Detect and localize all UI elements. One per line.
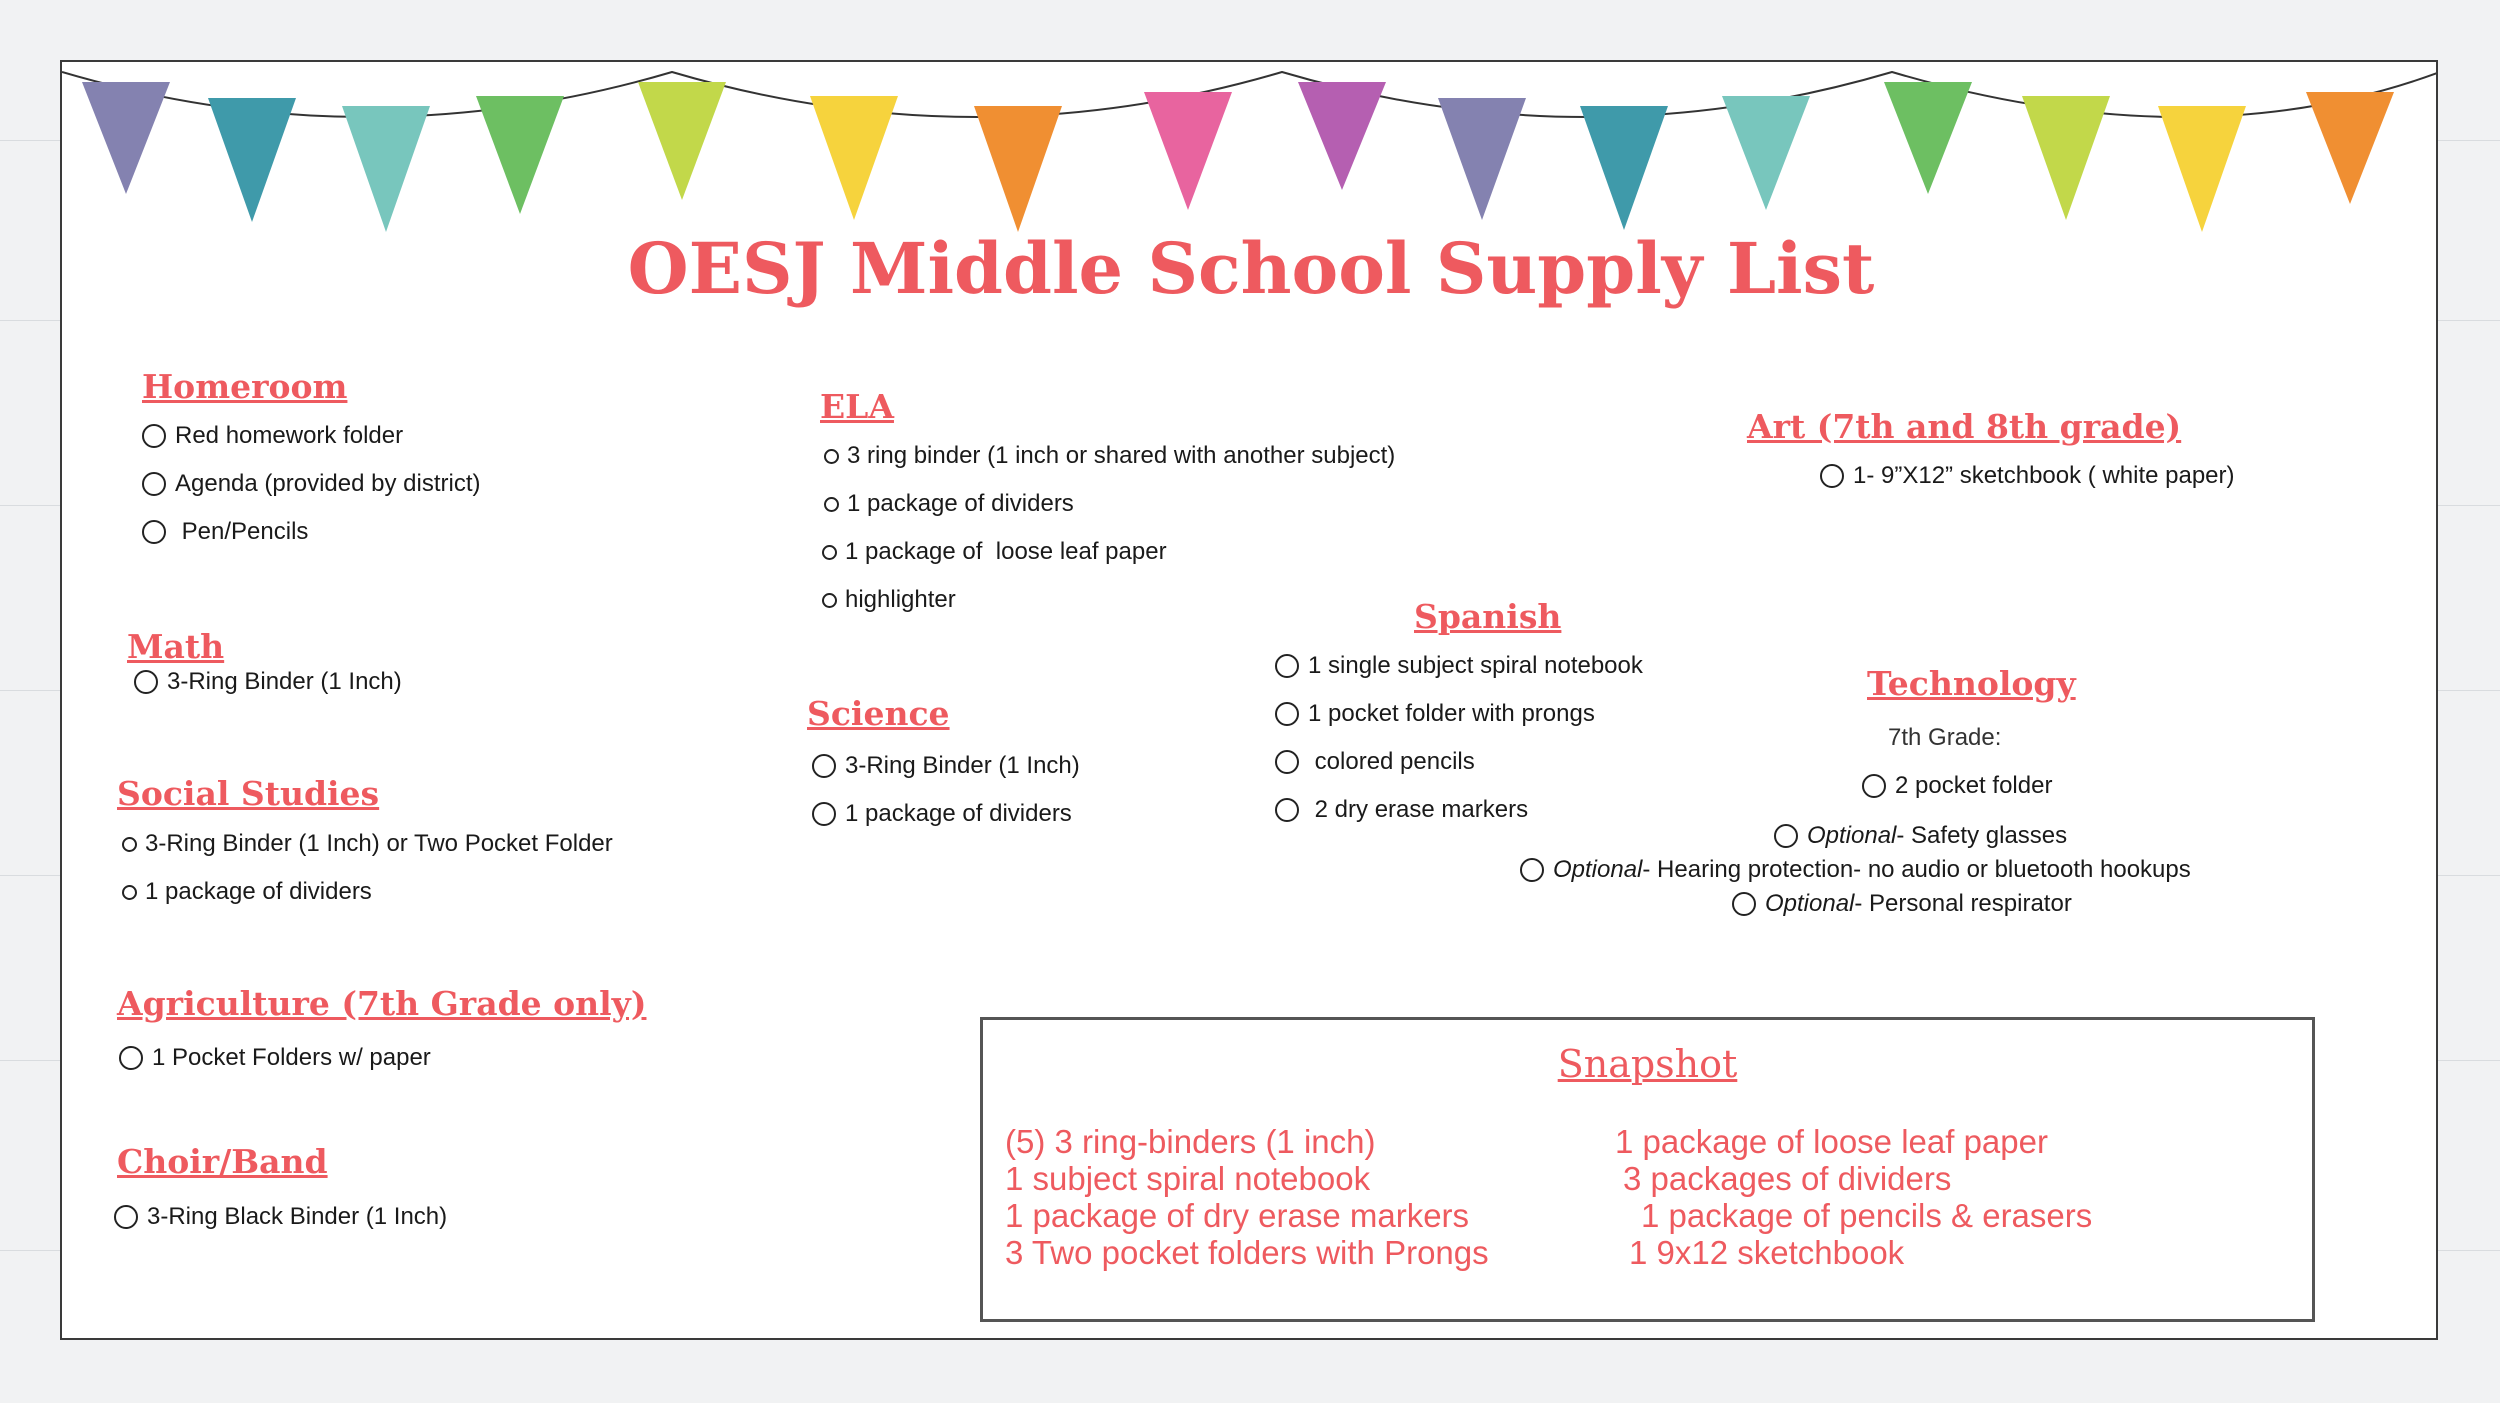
bunting-flag [476, 96, 564, 214]
snapshot-line: 3 packages of dividers [1623, 1160, 1952, 1197]
science-heading: Science [807, 694, 950, 733]
ela-heading: ELA [820, 387, 894, 426]
bunting-flag [1298, 82, 1386, 190]
bunting-flag [1580, 106, 1668, 230]
checkbox-circle-icon[interactable] [1275, 750, 1299, 774]
science-item[interactable]: 3-Ring Binder (1 Inch) [812, 752, 1080, 780]
technology-heading: Technology [1867, 664, 2076, 703]
checkbox-circle-icon[interactable] [1774, 824, 1798, 848]
snapshot-line: (5) 3 ring-binders (1 inch) [1005, 1123, 1376, 1160]
checkbox-circle-icon[interactable] [1820, 464, 1844, 488]
agriculture-heading: Agriculture (7th Grade only) [117, 984, 647, 1023]
technology-optional-item[interactable]: Optional - Safety glasses [1774, 822, 2067, 850]
homeroom-item[interactable]: Pen/Pencils [142, 518, 308, 546]
spanish-item[interactable]: 1 pocket folder with prongs [1275, 700, 1595, 728]
bunting-flag [208, 98, 296, 222]
homeroom-heading: Homeroom [142, 367, 348, 406]
math-heading: Math [127, 627, 225, 666]
snapshot-title: Snapshot [1557, 1042, 1738, 1086]
math-item[interactable]: 3-Ring Binder (1 Inch) [134, 668, 402, 696]
choir-band-heading: Choir/Band [117, 1142, 328, 1181]
bunting-flag [2158, 106, 2246, 232]
art-heading: Art (7th and 8th grade) [1747, 407, 2182, 446]
checkbox-circle-icon[interactable] [119, 1046, 143, 1070]
bunting-flag [1884, 82, 1972, 194]
checkbox-circle-icon[interactable] [1275, 702, 1299, 726]
bunting-flag [974, 106, 1062, 232]
snapshot-line: 1 package of pencils & erasers [1641, 1197, 2093, 1234]
ela-item[interactable]: 1 package of loose leaf paper [822, 538, 1167, 566]
spanish-heading: Spanish [1414, 597, 1562, 636]
bunting-flag [342, 106, 430, 232]
social-studies-item[interactable]: 1 package of dividers [122, 878, 372, 906]
snapshot-line: 1 9x12 sketchbook [1629, 1234, 1905, 1271]
technology-optional-item[interactable]: Optional - Hearing protection- no audio or bluetooth hookups [1520, 856, 2191, 884]
checkbox-circle-icon[interactable] [1275, 654, 1299, 678]
bunting-flag [2306, 92, 2394, 204]
bunting-flag [2022, 96, 2110, 220]
checkbox-circle-icon[interactable] [122, 885, 137, 900]
page-title: OESJ Middle School Supply List [627, 227, 1875, 310]
ela-item[interactable]: 3 ring binder (1 inch or shared with another subject) [824, 442, 1395, 470]
checkbox-circle-icon[interactable] [142, 472, 166, 496]
social-studies-item[interactable]: 3-Ring Binder (1 Inch) or Two Pocket Folder [122, 830, 613, 858]
bunting-flag [1438, 98, 1526, 220]
ela-item[interactable]: highlighter [822, 586, 956, 614]
checkbox-circle-icon[interactable] [134, 670, 158, 694]
supply-list-card [60, 60, 2438, 1340]
checkbox-circle-icon[interactable] [824, 497, 839, 512]
bunting-flag [82, 82, 170, 194]
checkbox-circle-icon[interactable] [1732, 892, 1756, 916]
checkbox-circle-icon[interactable] [142, 424, 166, 448]
checkbox-circle-icon[interactable] [114, 1205, 138, 1229]
snapshot-line: 1 subject spiral notebook [1005, 1160, 1371, 1197]
technology-item[interactable]: 2 pocket folder [1862, 772, 2052, 800]
homeroom-item[interactable]: Agenda (provided by district) [142, 470, 480, 498]
snapshot-line: 3 Two pocket folders with Prongs [1005, 1234, 1489, 1271]
checkbox-circle-icon[interactable] [822, 545, 837, 560]
checkbox-circle-icon[interactable] [142, 520, 166, 544]
checkbox-circle-icon[interactable] [122, 837, 137, 852]
bunting-flag [1144, 92, 1232, 210]
snapshot-box [980, 1017, 2315, 1322]
checkbox-circle-icon[interactable] [1275, 798, 1299, 822]
bunting-flag [1722, 96, 1810, 210]
agriculture-item[interactable]: 1 Pocket Folders w/ paper [119, 1044, 431, 1072]
checkbox-circle-icon[interactable] [1520, 858, 1544, 882]
checkbox-circle-icon[interactable] [824, 449, 839, 464]
checkbox-circle-icon[interactable] [822, 593, 837, 608]
art-item[interactable]: 1- 9”X12” sketchbook ( white paper) [1820, 462, 2235, 490]
homeroom-item[interactable]: Red homework folder [142, 422, 403, 450]
choir-band-item[interactable]: 3-Ring Black Binder (1 Inch) [114, 1203, 447, 1231]
bunting-flag [638, 82, 726, 200]
spanish-item[interactable]: 2 dry erase markers [1275, 796, 1528, 824]
science-item[interactable]: 1 package of dividers [812, 800, 1072, 828]
ela-item[interactable]: 1 package of dividers [824, 490, 1074, 518]
checkbox-circle-icon[interactable] [1862, 774, 1886, 798]
social-studies-heading: Social Studies [117, 774, 380, 813]
snapshot-line: 1 package of dry erase markers [1005, 1197, 1470, 1234]
grade-label: 7th Grade: [1888, 724, 2002, 751]
checkbox-circle-icon[interactable] [812, 802, 836, 826]
snapshot-line: 1 package of loose leaf paper [1615, 1123, 2048, 1160]
technology-optional-item[interactable]: Optional - Personal respirator [1732, 890, 2072, 918]
bunting-flag [810, 96, 898, 220]
spanish-item[interactable]: colored pencils [1275, 748, 1475, 776]
spanish-item[interactable]: 1 single subject spiral notebook [1275, 652, 1643, 680]
checkbox-circle-icon[interactable] [812, 754, 836, 778]
